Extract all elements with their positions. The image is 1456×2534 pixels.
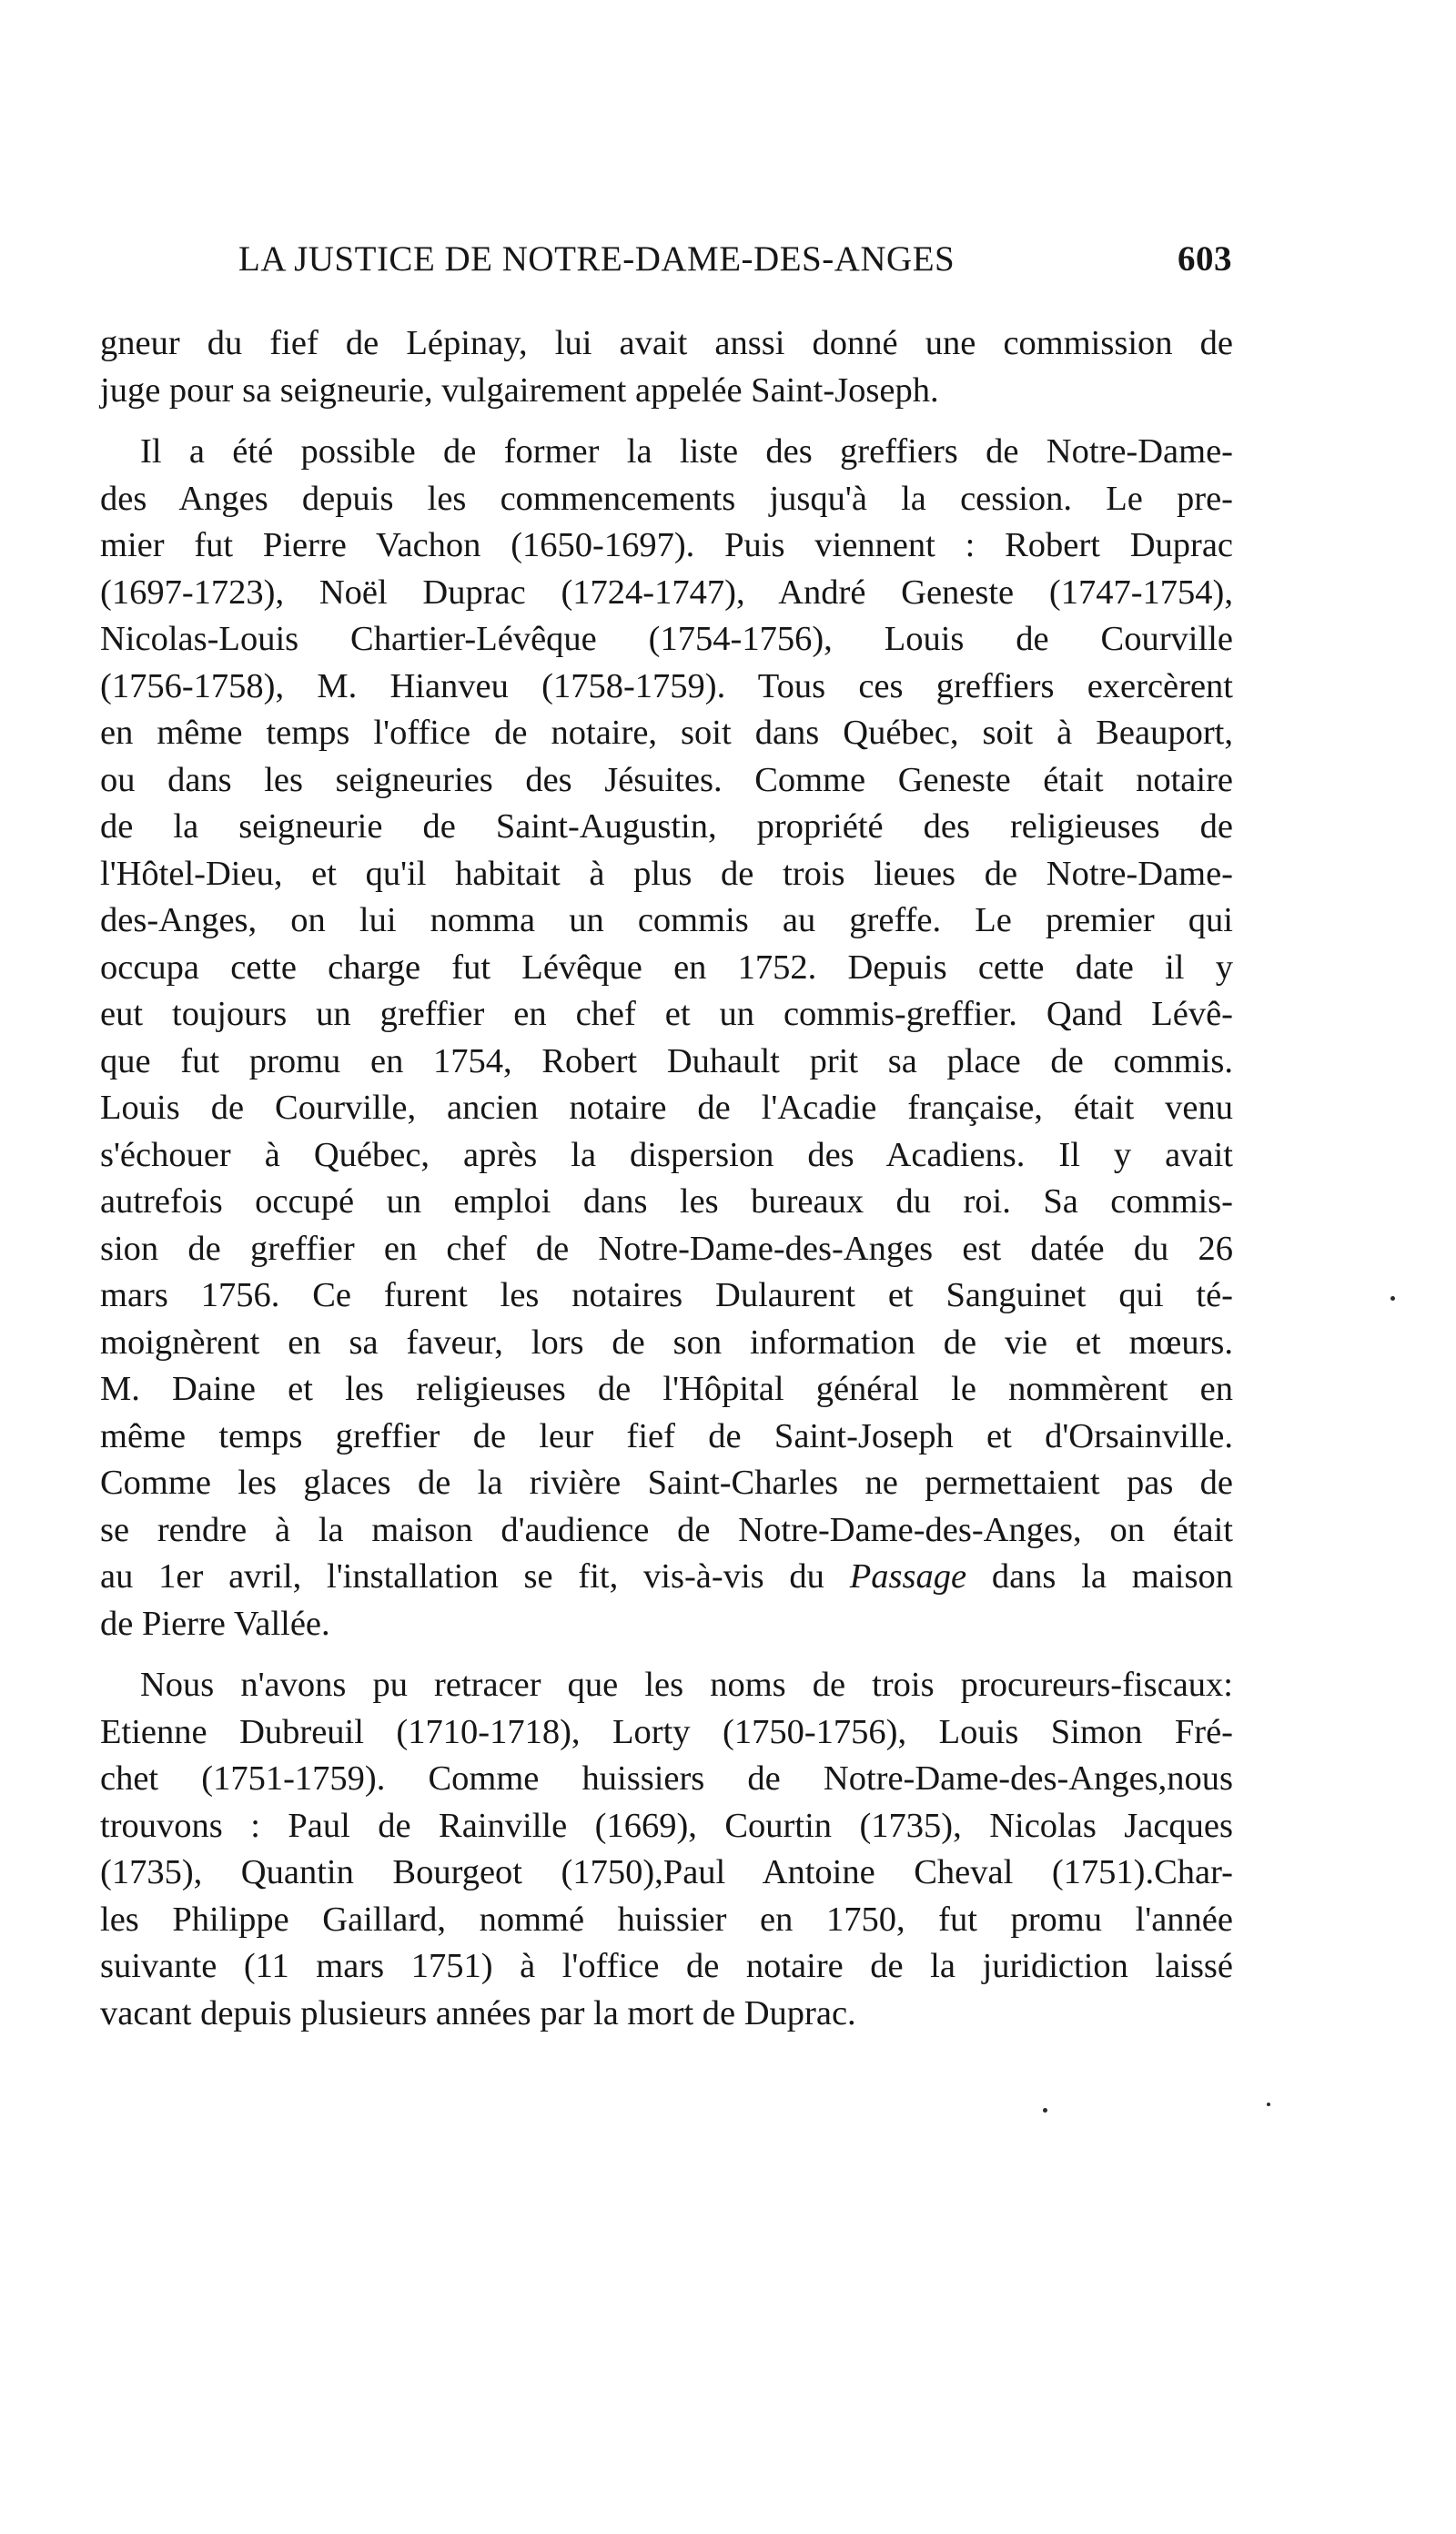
- text-line: occupa cette charge fut Lévêque en 1752. Depuis cette date il y: [100, 948, 1233, 987]
- text-line: trouvons : Paul de Rainville (1669), Courtin (1735), Nicolas Jacques: [100, 1806, 1233, 1845]
- text-line: de Pierre Vallée.: [100, 1604, 330, 1643]
- text-line: les Philippe Gaillard, nommé huissier en 1750, fut promu l'année: [100, 1900, 1233, 1939]
- paragraph: [100, 1662, 1233, 2037]
- running-title: LA JUSTICE DE NOTRE-DAME-DES-ANGES: [238, 239, 956, 279]
- text-line: Nicolas-Louis Chartier-Lévêque (1754-1756), Louis de Courville: [100, 620, 1233, 658]
- text-line: mars 1756. Ce furent les notaires Dulaurent et Sanguinet qui té-: [100, 1276, 1233, 1314]
- text-line: suivante (11 mars 1751) à l'office de notaire de la juridiction laissé: [100, 1947, 1233, 1985]
- text-line: chet (1751-1759). Comme huissiers de Notre-Dame-des-Anges,nous: [100, 1759, 1233, 1798]
- scan-speck: [1390, 1296, 1395, 1301]
- text-line: mier fut Pierre Vachon (1650-1697). Puis viennent : Robert Duprac: [100, 526, 1233, 564]
- text-line: en même temps l'office de notaire, soit dans Québec, soit à Beauport,: [100, 714, 1233, 752]
- text-line: M. Daine et les religieuses de l'Hôpital général le nommèrent en: [100, 1370, 1233, 1408]
- text-line: Etienne Dubreuil (1710-1718), Lorty (1750-1756), Louis Simon Fré-: [100, 1712, 1233, 1751]
- text-line-italic-mix: [100, 1554, 1233, 1601]
- text-line: s'échouer à Québec, après la dispersion des Acadiens. Il y avait: [100, 1135, 1233, 1174]
- text-line: (1756-1758), M. Hianveu (1758-1759). Tous ces greffiers exercèrent: [100, 666, 1233, 705]
- body-text: [100, 320, 1233, 2037]
- text-line: ou dans les seigneuries des Jésuites. Comme Geneste était notaire: [100, 760, 1233, 799]
- text-line: des-Anges, on lui nomma un commis au greffe. Le premier qui: [100, 901, 1233, 939]
- text-line: autrefois occupé un emploi dans les bureaux du roi. Sa commis-: [100, 1182, 1233, 1221]
- text-line: (1697-1723), Noël Duprac (1724-1747), André Geneste (1747-1754),: [100, 573, 1233, 612]
- scan-speck: [1043, 2108, 1047, 2113]
- text-line: moignèrent en sa faveur, lors de son information de vie et mœurs.: [100, 1323, 1233, 1362]
- paragraph: [100, 429, 1233, 1647]
- running-head: [238, 238, 1232, 293]
- text-line: sion de greffier en chef de Notre-Dame-des-Anges est datée du 26: [100, 1229, 1233, 1268]
- page-number: 603: [1178, 239, 1232, 279]
- text-line: vacant depuis plusieurs années par la mort de Duprac.: [100, 1993, 856, 2032]
- text-line: (1735), Quantin Bourgeot (1750),Paul Antoine Cheval (1751).Char-: [100, 1853, 1233, 1891]
- text-line: Nous n'avons pu retracer que les noms de trois procureurs-fiscaux:: [140, 1666, 1233, 1704]
- scan-speck: [1267, 2103, 1270, 2106]
- text-line: Louis de Courville, ancien notaire de l'Acadie française, était venu: [100, 1089, 1233, 1127]
- italic-term: Passage: [849, 1557, 967, 1596]
- text-line: l'Hôtel-Dieu, et qu'il habitait à plus de trois lieues de Notre-Dame-: [100, 854, 1233, 893]
- text-line: même temps greffier de leur fief de Saint-Joseph et d'Orsainville.: [100, 1416, 1233, 1455]
- paragraph: [100, 320, 1233, 414]
- text-line: Il a été possible de former la liste des greffiers de Notre-Dame-: [140, 432, 1233, 471]
- text-line: Comme les glaces de la rivière Saint-Charles ne permettaient pas de: [100, 1464, 1233, 1502]
- text-line: juge pour sa seigneurie, vulgairement appelée Saint-Joseph.: [100, 370, 939, 410]
- line-segment: au 1er avril, l'installation se fit, vis-à-vis du: [100, 1557, 850, 1596]
- text-line: que fut promu en 1754, Robert Duhault prit sa place de commis.: [100, 1041, 1233, 1080]
- text-line: des Anges depuis les commencements jusqu'à la cession. Le pre-: [100, 479, 1233, 518]
- line-segment: dans la maison: [966, 1557, 1233, 1596]
- text-line: se rendre à la maison d'audience de Notre-Dame-des-Anges, on était: [100, 1510, 1233, 1549]
- text-line: gneur du fief de Lépinay, lui avait anssi donné une commission de: [100, 324, 1233, 362]
- text-line: de la seigneurie de Saint-Augustin, propriété des religieuses de: [100, 807, 1233, 846]
- text-line: eut toujours un greffier en chef et un commis-greffier. Qand Lévê-: [100, 995, 1233, 1033]
